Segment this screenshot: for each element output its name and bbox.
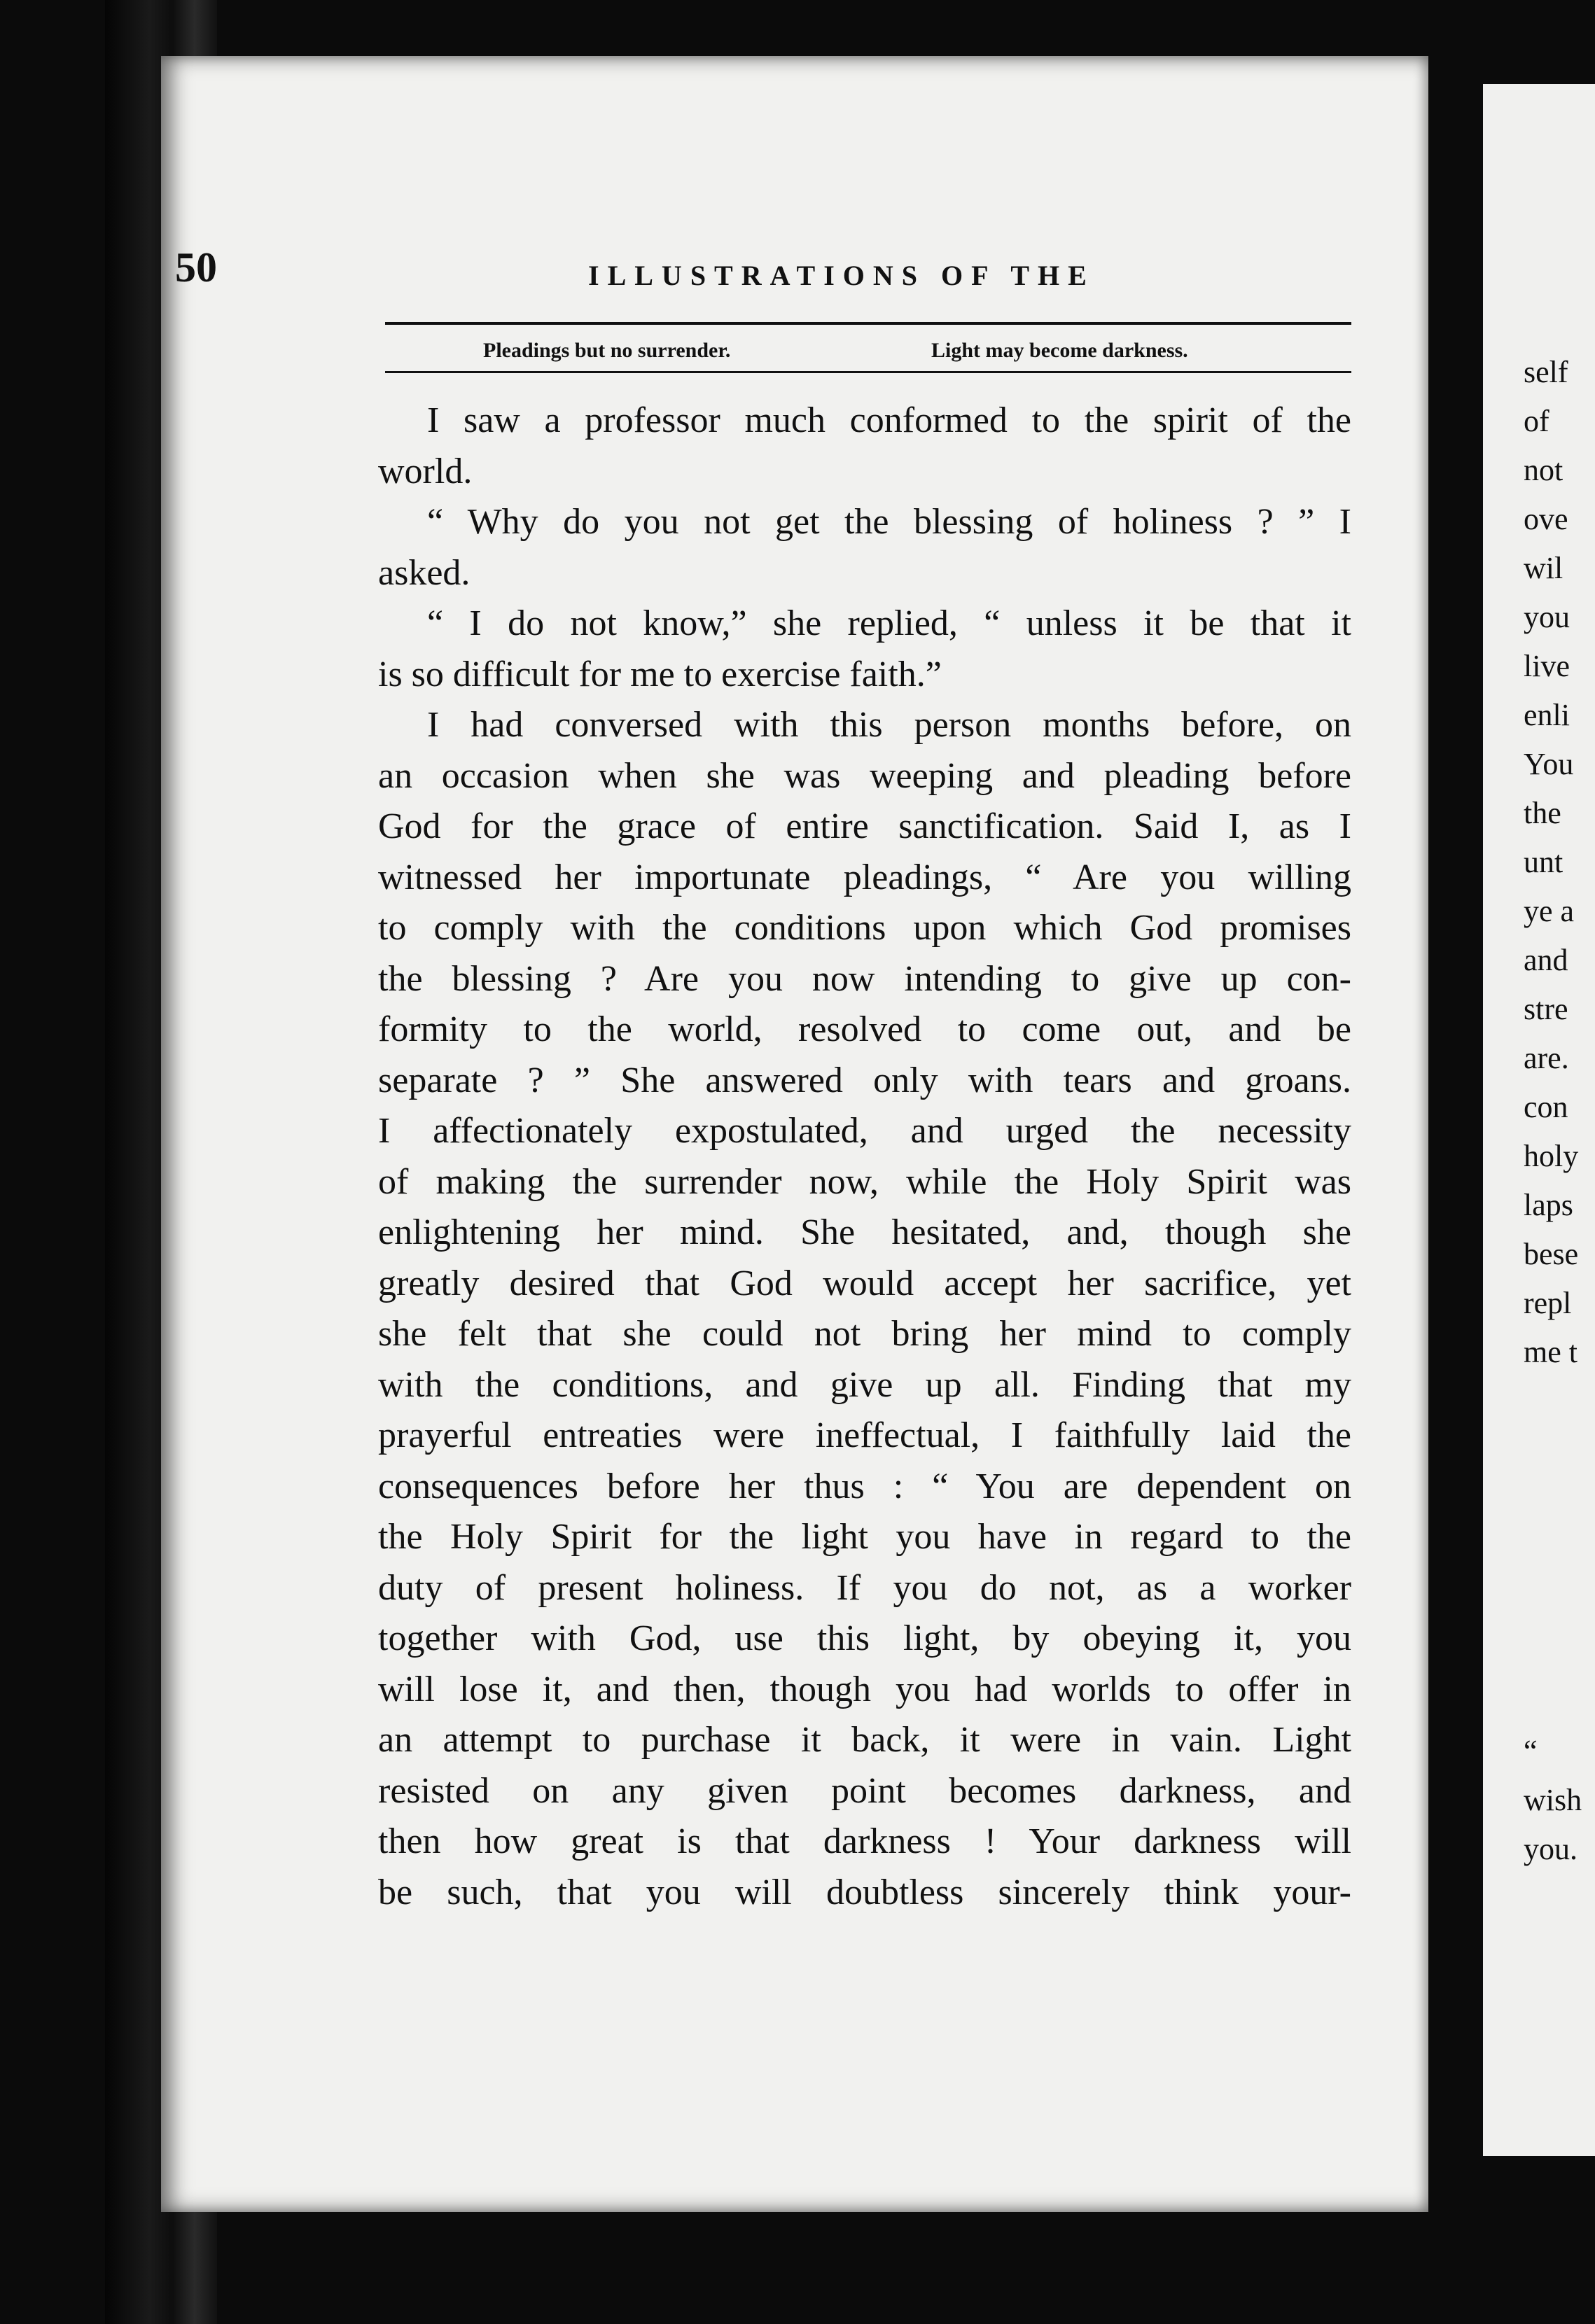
text-line: God for the grace of entire sanctification. Said I, as I xyxy=(378,806,1351,846)
facing-page-fragment: enli xyxy=(1524,698,1570,732)
text-line: enlightening her mind. She hesitated, and, though she xyxy=(378,1212,1351,1252)
text-line: prayerful entreaties were ineffectual, I faithfully laid the xyxy=(378,1415,1351,1455)
text-line: witnessed her importunate pleadings, “ Are you willing xyxy=(378,857,1351,897)
facing-page-fragment: me t xyxy=(1524,1335,1577,1369)
facing-page-fragment: live xyxy=(1524,649,1570,683)
text-line: separate ? ” She answered only with tears and groans. xyxy=(378,1060,1351,1100)
text-line: the blessing ? Are you now intending to give up con- xyxy=(378,958,1351,999)
text-line: “ I do not know,” she replied, “ unless it be that it xyxy=(427,603,1351,643)
text-line: she felt that she could not bring her mind to comply xyxy=(378,1314,1351,1354)
text-line: is so difficult for me to exercise faith.” xyxy=(378,654,942,694)
facing-page-fragment: bese xyxy=(1524,1237,1579,1271)
facing-page-fragment: wish xyxy=(1524,1783,1582,1817)
text-line: “ Why do you not get the blessing of holiness ? ” I xyxy=(427,502,1351,542)
text-line: I affectionately expostulated, and urged the necessity xyxy=(378,1111,1351,1151)
text-line: an occasion when she was weeping and pleading before xyxy=(378,755,1351,796)
facing-page-fragment: You xyxy=(1524,747,1574,781)
facing-page-fragment: ove xyxy=(1524,502,1568,536)
text-line: duty of present holiness. If you do not, as a worker xyxy=(378,1567,1351,1608)
text-line: greatly desired that God would accept her sacrifice, yet xyxy=(378,1263,1351,1303)
facing-page-fragment: wil xyxy=(1524,551,1563,585)
facing-page-fragment: unt xyxy=(1524,845,1563,879)
facing-page-fragment: are. xyxy=(1524,1041,1569,1075)
facing-page-fragment: ye a xyxy=(1524,894,1575,928)
facing-page-fragment: repl xyxy=(1524,1286,1572,1320)
body-text xyxy=(378,396,1351,1918)
facing-page-fragment: holy xyxy=(1524,1139,1579,1173)
text-line: with the conditions, and give up all. Finding that my xyxy=(378,1364,1351,1405)
text-line: to comply with the conditions upon which God promises xyxy=(378,908,1351,948)
subhead-left: Pleadings but no surrender. xyxy=(483,339,731,362)
text-line: be such, that you will doubtless sincerely think your- xyxy=(378,1872,1351,1912)
running-title: ILLUSTRATIONS OF THE xyxy=(588,260,1095,291)
text-line: the Holy Spirit for the light you have in regard to the xyxy=(378,1517,1351,1557)
facing-page-fragment: you xyxy=(1524,600,1570,634)
text-line: resisted on any given point becomes darkness, and xyxy=(378,1770,1351,1811)
text-line: I saw a professor much conformed to the spirit of the xyxy=(427,400,1351,440)
text-line: consequences before her thus : “ You are dependent on xyxy=(378,1466,1351,1506)
facing-page-fragment: stre xyxy=(1524,992,1568,1026)
page-number: 50 xyxy=(175,244,217,290)
text-line: an attempt to purchase it back, it were in vain. Light xyxy=(378,1720,1351,1760)
facing-page-fragment: self xyxy=(1524,355,1568,389)
facing-page-fragment: you. xyxy=(1524,1832,1577,1866)
facing-page-fragment: “ xyxy=(1524,1734,1538,1768)
facing-page xyxy=(1483,84,1595,2156)
facing-page-fragment: of xyxy=(1524,404,1549,438)
header-rule-bottom xyxy=(385,371,1351,373)
text-line: of making the surrender now, while the Holy Spirit was xyxy=(378,1161,1351,1202)
text-line: I had conversed with this person months before, on xyxy=(427,705,1351,745)
text-line: world. xyxy=(378,451,473,491)
facing-page-fragment: and xyxy=(1524,943,1568,977)
subhead-right: Light may become darkness. xyxy=(931,339,1188,362)
text-line: formity to the world, resolved to come out, and be xyxy=(378,1009,1351,1049)
text-line: asked. xyxy=(378,552,471,593)
header-rule-top xyxy=(385,322,1351,325)
text-line: then how great is that darkness ! Your darkness will xyxy=(378,1821,1351,1861)
facing-page-fragment: not xyxy=(1524,453,1563,487)
facing-page-fragment: con xyxy=(1524,1090,1568,1124)
text-line: together with God, use this light, by obeying it, you xyxy=(378,1618,1351,1658)
facing-page-fragment: the xyxy=(1524,796,1561,830)
facing-page-fragment: laps xyxy=(1524,1188,1573,1222)
text-line: will lose it, and then, though you had worlds to offer in xyxy=(378,1669,1351,1709)
